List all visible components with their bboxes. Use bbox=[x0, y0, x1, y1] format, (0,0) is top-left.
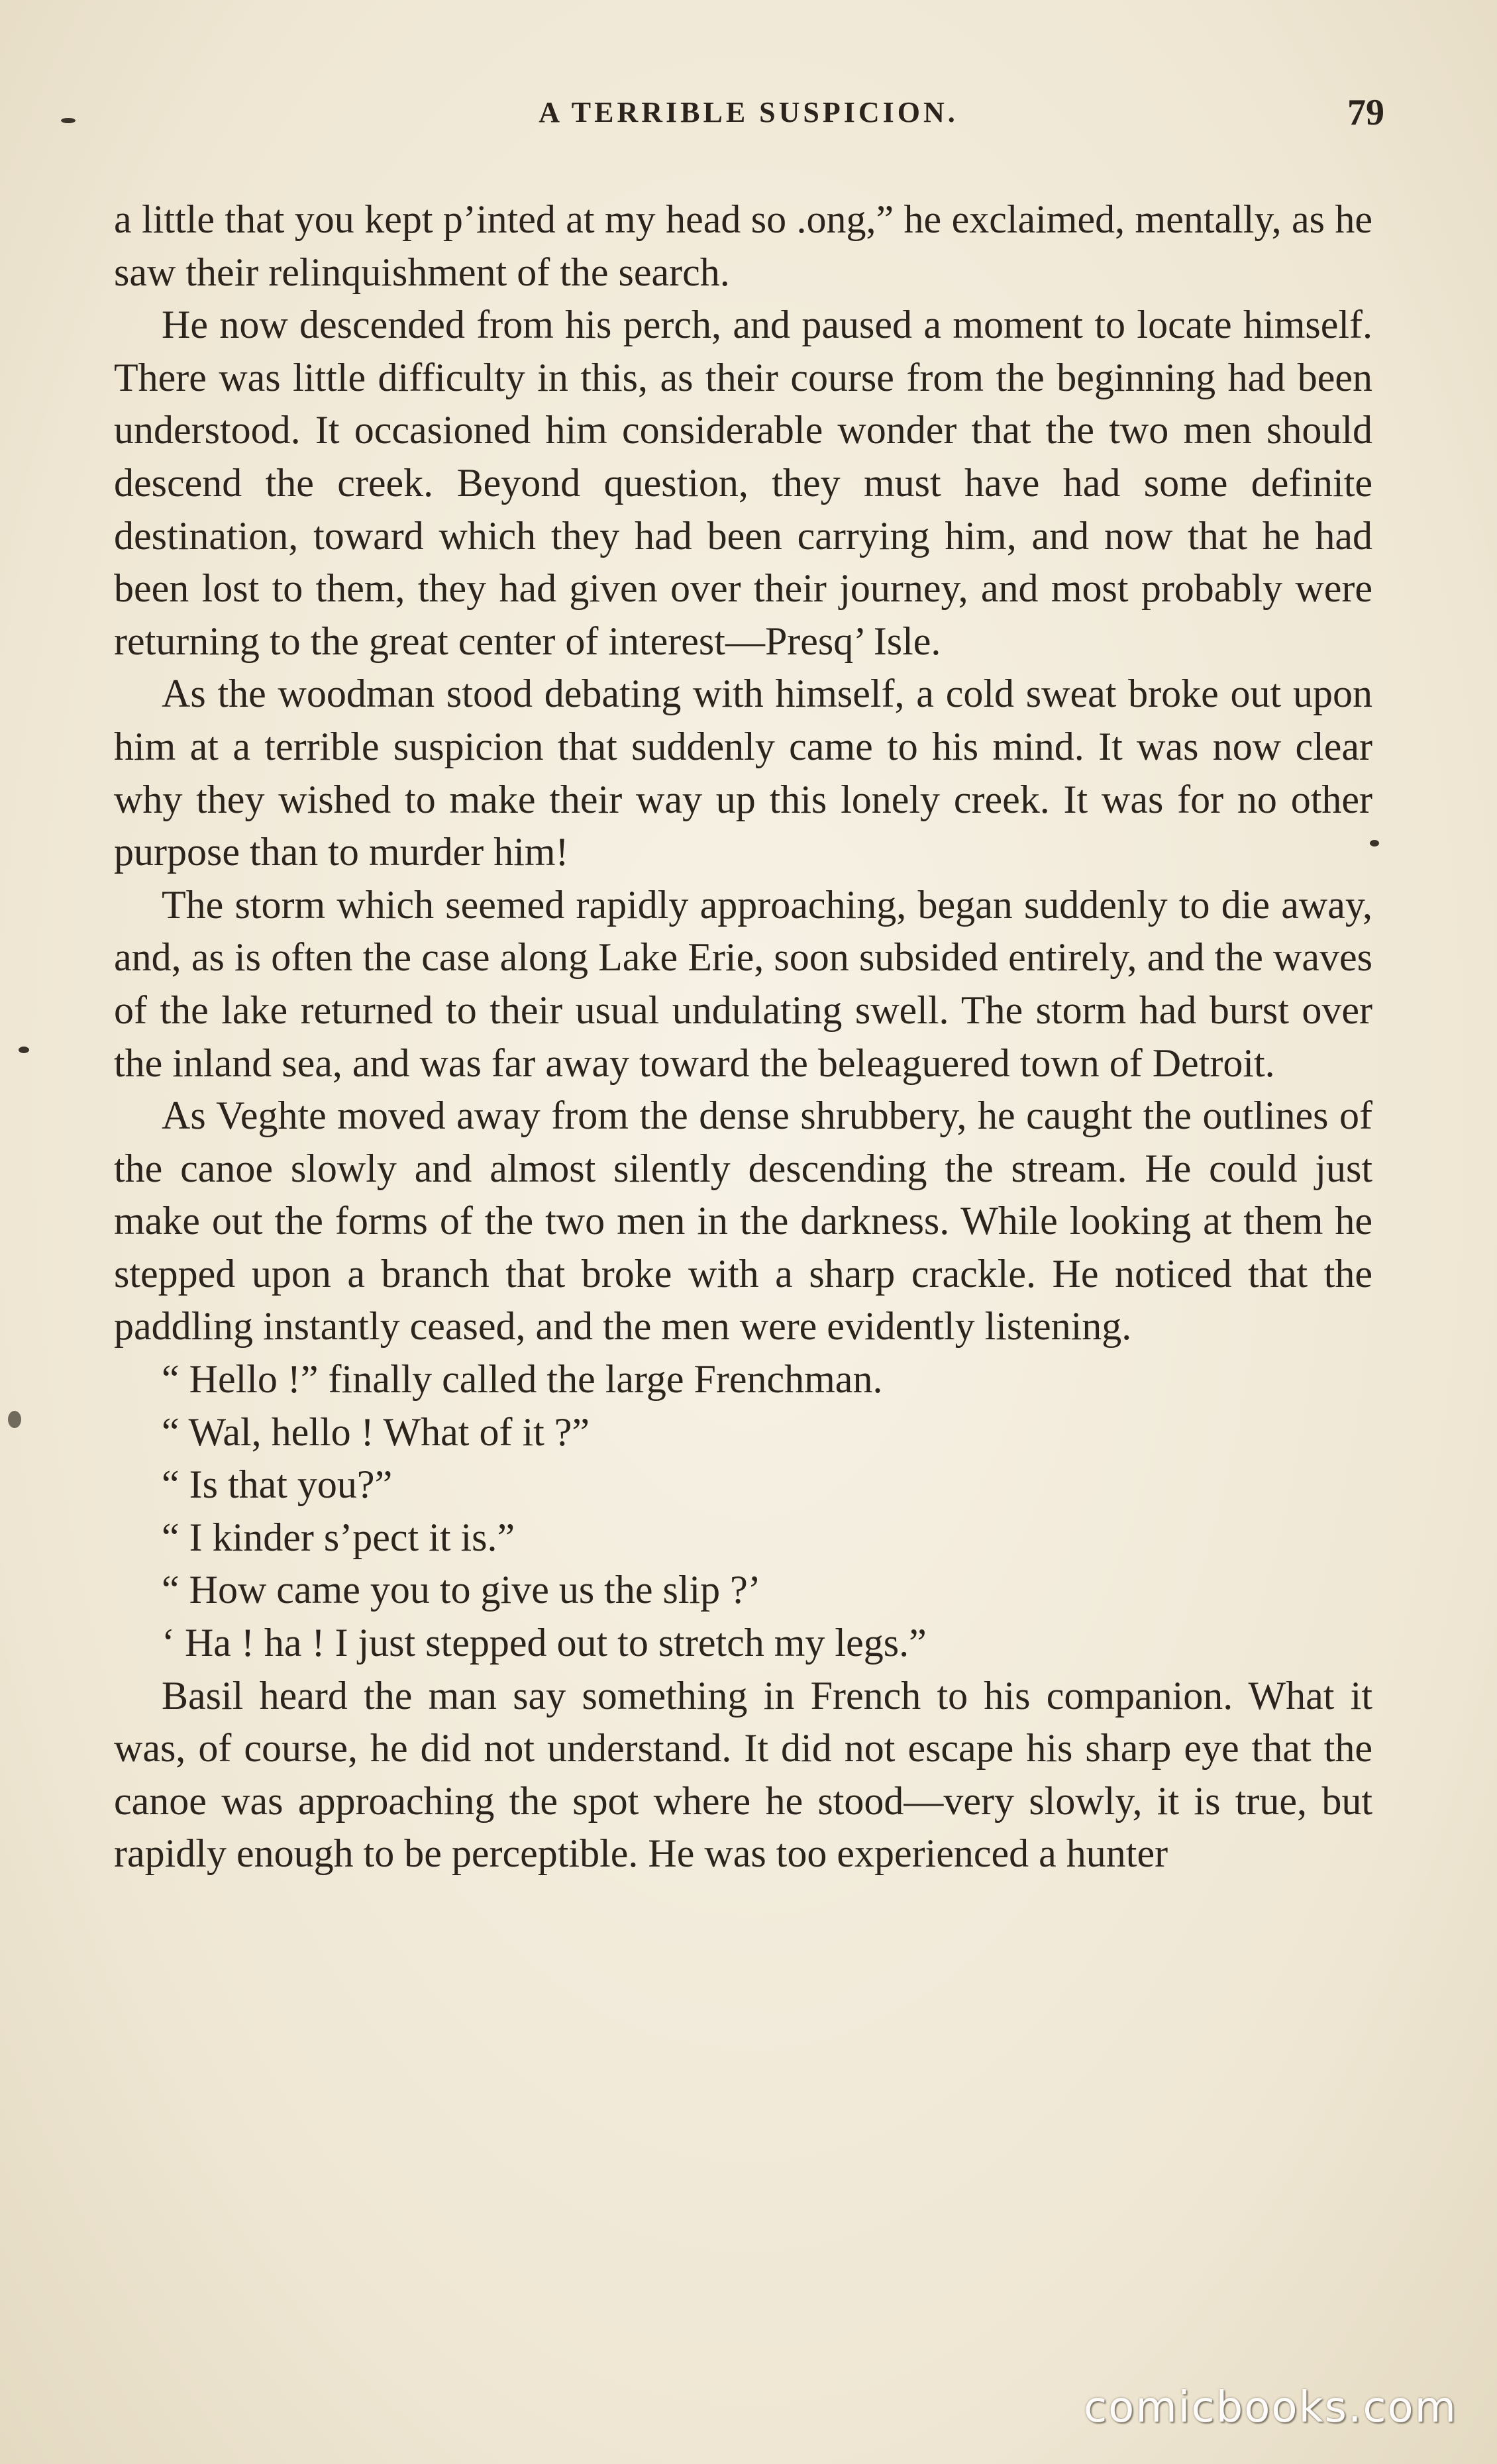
ink-speck bbox=[61, 118, 76, 123]
page-number: 79 bbox=[1347, 92, 1384, 133]
paragraph: a little that you kept p’inted at my head so .ong,” he exclaimed, mentally, as he saw their relinquishment of the search. bbox=[114, 197, 1372, 294]
paragraph: As the woodman stood debating with himself, a cold sweat broke out upon him at a terrible suspicion that suddenly came to his mind. It was now clear why they wished to make their way up this lonely creek. It was for no other purpose than to murder him! bbox=[114, 672, 1372, 874]
paragraph: The storm which seemed rapidly approaching, began suddenly to die away, and, as is often the case along Lake Erie, soon subsided entirely, and the waves of the lake returned to their usual undulating swell. The storm had burst over the inland sea, and was far away toward the beleaguered town of Detroit. bbox=[114, 882, 1372, 1085]
paragraph: As Veghte moved away from the dense shrubbery, he caught the outlines of the canoe slowly and almost silently descending the stream. He could just make out the forms of the two men in the darkness. While looking at them he stepped upon a branch that broke with a sharp crackle. He noticed that the paddling instantly ceased, and the men were evidently listening. bbox=[114, 1094, 1372, 1349]
dialogue-line: “ How came you to give us the slip ?’ bbox=[162, 1568, 761, 1612]
paragraph: He now descended from his perch, and paused a moment to locate himself. There was little difficulty in this, as their course from the beginning had been understood. It occasioned him considerable wonder that the two men should descend the creek. Beyond question, they must have had some definite destination, toward which they had been carrying him, and now that he had been lost to them, they had given over their journey, and most probably were returning to the great center of interest—Presq’ Isle. bbox=[114, 303, 1372, 663]
dialogue-line: “ I kinder s’pect it is.” bbox=[162, 1515, 515, 1559]
watermark: comicbooks.com bbox=[1083, 2383, 1457, 2432]
dialogue-line: ‘ Ha ! ha ! I just stepped out to stretch my legs.” bbox=[162, 1621, 927, 1665]
paragraph: Basil heard the man say something in French to his companion. What it was, of course, he did not understand. It did not escape his sharp eye that the canoe was approaching the spot where he stood—very slowly, it is true, but rapidly enough to be perceptible. He was too experienced a hunter bbox=[114, 1673, 1372, 1876]
dialogue-line: “ Hello !” finally called the large Frenchman. bbox=[162, 1357, 883, 1402]
ink-speck bbox=[19, 1047, 29, 1053]
body-text bbox=[114, 193, 1372, 1880]
running-title: A TERRIBLE SUSPICION. bbox=[539, 96, 958, 128]
page-header bbox=[113, 91, 1384, 144]
ink-speck bbox=[8, 1411, 21, 1428]
dialogue-line: “ Wal, hello ! What of it ?” bbox=[162, 1410, 590, 1454]
dialogue-line: “ Is that you?” bbox=[162, 1463, 393, 1507]
